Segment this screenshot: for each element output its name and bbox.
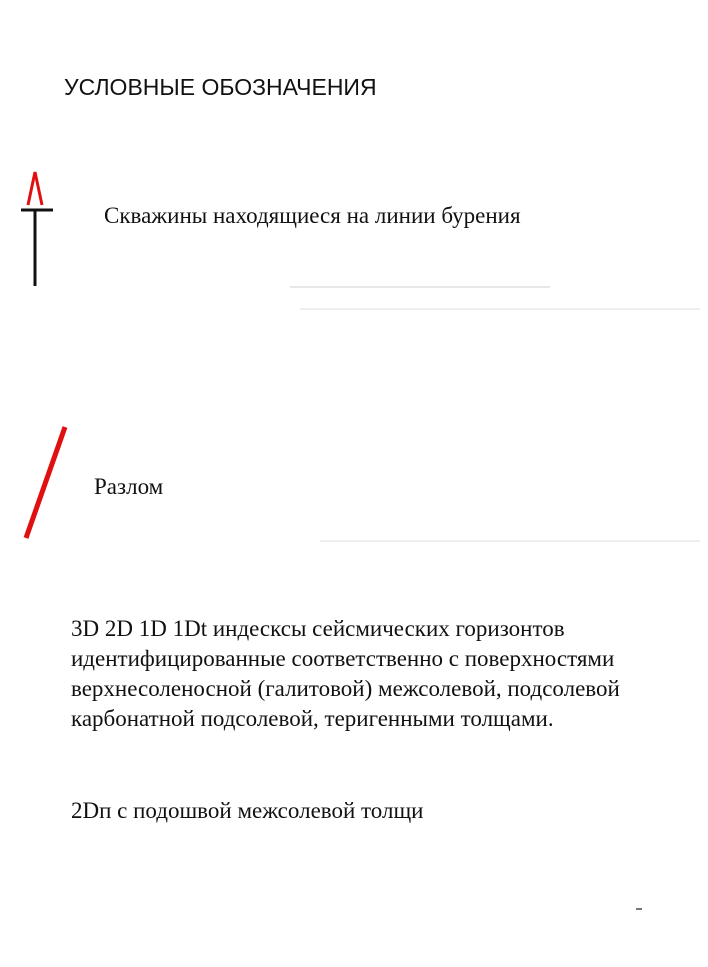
fault-legend-label: Разлом — [94, 474, 164, 499]
well-arrow-head — [28, 172, 42, 205]
well-legend-label: Скважины находящиеся на линии бурения — [104, 203, 521, 228]
horizons-text-line: 3D 2D 1D 1Dt индесксы сейсмических горизонтов — [71, 616, 565, 641]
horizons-text-line: карбонатной подсолевой, теригенными толщами. — [71, 706, 554, 731]
legend-title: УСЛОВНЫЕ ОБОЗНАЧЕНИЯ — [64, 74, 377, 100]
scan-artifact — [636, 908, 642, 910]
horizons-text-line: идентифицированные соответственно с поверхностями — [71, 646, 615, 671]
horizons-text-line: верхнесоленосной (галитовой) межсолевой, подсолевой — [71, 676, 620, 701]
scan-artifact — [300, 308, 700, 310]
well-on-drilling-line-icon — [18, 168, 58, 290]
fault-line-icon — [18, 422, 74, 544]
seismic-horizons-description — [71, 614, 708, 734]
scan-artifact — [320, 540, 700, 542]
scan-artifact — [290, 286, 550, 288]
subsalt-horizon-description: 2Dп с подошвой межсолевой толщи — [71, 798, 424, 823]
